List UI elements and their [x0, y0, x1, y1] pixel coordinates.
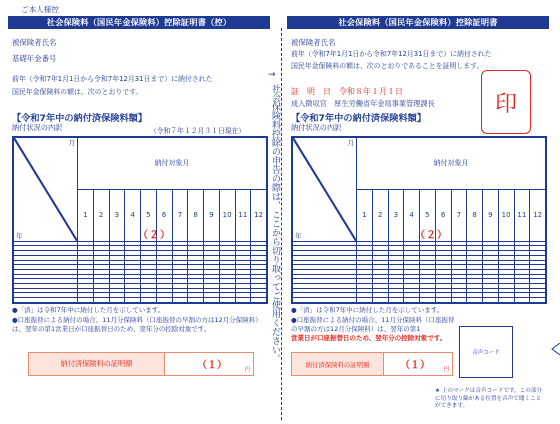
left-month-11: 11	[235, 189, 251, 241]
left-certified-amount-box	[28, 352, 254, 376]
table-cell	[78, 298, 94, 303]
right-month-2: 2	[372, 189, 388, 241]
right-footer-note: ★ 上のマークは音声コードです。この部分に切り取り線がある位置を音声で聞くことができます。	[435, 388, 543, 410]
table-cell	[188, 298, 204, 303]
right-cert-label: 納付済保険料の証明額	[292, 353, 384, 375]
left-month-3: 3	[109, 189, 125, 241]
table-cell	[357, 298, 373, 303]
table-cell	[172, 298, 188, 303]
cut-arrow-icon: →	[268, 70, 276, 80]
table-cell	[125, 298, 141, 303]
right-month-6: 6	[435, 189, 451, 241]
right-period-text-1: 前年（令和7年1月1日から令和7年12月31日まで）に納付された	[291, 50, 492, 58]
right-note-1: ●「済」は令和7年中に納付した月を示しています。	[291, 306, 444, 314]
right-month-3: 3	[388, 189, 404, 241]
right-month-7: 7	[451, 189, 467, 241]
left-payment-grid	[12, 136, 268, 304]
right-note-2b: 営業日が口座振替日のため、翌年分の控除対象です。	[291, 334, 447, 342]
addressee-label: ご本人様控	[21, 5, 59, 14]
right-certified-amount-box	[291, 352, 453, 376]
table-cell	[530, 298, 546, 303]
left-status-label: 納付状況の内訳	[12, 123, 63, 132]
left-month-12: 12	[251, 189, 267, 241]
right-insured-name-label: 被保険者氏名	[291, 38, 336, 47]
fold-notch-icon	[548, 343, 560, 355]
table-cell	[451, 298, 467, 303]
right-month-label: 月	[347, 139, 354, 147]
table-cell	[14, 298, 78, 303]
right-year-month-header	[293, 138, 357, 242]
table-cell	[251, 298, 267, 303]
table-cell	[483, 298, 499, 303]
left-note-1: ●「済」は令和7年中に納付した月を示しています。	[12, 306, 165, 314]
table-cell	[204, 298, 220, 303]
left-paid-months-header: 納付対象月	[78, 138, 267, 190]
left-cert-label: 納付済保険料の証明額	[29, 353, 165, 375]
table-cell	[156, 298, 172, 303]
right-year-label: 年	[295, 231, 302, 240]
cut-line	[281, 28, 282, 420]
right-status-label: 納付状況の内訳	[291, 123, 342, 132]
left-year-month-header	[14, 138, 78, 242]
official-seal: 印	[481, 70, 531, 134]
table-row	[293, 298, 546, 303]
left-month-label: 月	[68, 139, 75, 147]
right-month-8: 8	[467, 189, 483, 241]
left-section-title: 【令和7年中の納付済保険料額】	[12, 113, 148, 124]
table-cell	[235, 298, 251, 303]
left-month-2: 2	[93, 189, 109, 241]
left-month-7: 7	[172, 189, 188, 241]
left-period-text-2: 国民年金保険料の額は、次のとおりです。	[12, 88, 143, 96]
right-month-10: 10	[498, 189, 514, 241]
table-cell	[141, 298, 157, 303]
right-note-2a: ●口座振替による納付の場合、11月分保険料（口座振替の早割の方は12月分保険料）は、翌年の第1	[291, 316, 455, 333]
voice-code-box: 音声コード	[459, 326, 513, 378]
right-month-1: 1	[357, 189, 373, 241]
table-cell	[372, 298, 388, 303]
left-as-of-date: （令和７年１２月３１日現在）	[150, 127, 246, 135]
table-cell	[498, 298, 514, 303]
table-cell	[404, 298, 420, 303]
right-cert-value: （１）	[400, 360, 430, 371]
right-month-4: 4	[404, 189, 420, 241]
right-month-11: 11	[514, 189, 530, 241]
table-cell	[109, 298, 125, 303]
right-payment-table	[292, 137, 546, 303]
table-cell	[467, 298, 483, 303]
table-cell	[435, 298, 451, 303]
right-grid-marker: （２）	[415, 230, 448, 241]
right-month-12: 12	[530, 189, 546, 241]
left-insured-name-label: 被保険者氏名	[12, 38, 57, 47]
left-title: 社会保険料（国民年金保険料）控除証明書（控）	[8, 16, 270, 29]
right-section-title: 【令和7年中の納付済保険料額】	[291, 113, 427, 124]
right-yen-unit: 円	[443, 367, 449, 373]
left-panel-copy	[8, 0, 270, 424]
right-certification-date: 証 明 日 令和８年１月１日	[291, 87, 403, 96]
right-payment-grid	[291, 136, 547, 304]
left-month-9: 9	[204, 189, 220, 241]
right-grid-rows	[293, 241, 546, 302]
right-month-9: 9	[483, 189, 499, 241]
left-year-label: 年	[16, 231, 23, 240]
right-period-text-2: 国民年金保険料の額は、次のとおりであることを証明します。	[291, 62, 484, 70]
table-row	[14, 298, 267, 303]
table-cell	[514, 298, 530, 303]
left-yen-unit: 円	[244, 367, 250, 373]
cut-instruction-text: 社会保険料控除の申告の際は、ここから切り取ってご使用ください。	[270, 84, 280, 363]
right-paid-months-header: 納付対象月	[357, 138, 546, 190]
left-note-2: ●口座振替による納付の場合、11月分保険料（口座振替の早割の方は12月分保険料）は、翌年の第1営業日が口座振替日のため、翌年分の控除対象です。	[12, 316, 262, 333]
left-grid-rows	[14, 241, 267, 302]
left-pension-number-label: 基礎年金番号	[12, 54, 57, 63]
left-cert-value: （１）	[197, 360, 227, 371]
left-month-1: 1	[78, 189, 94, 241]
left-month-4: 4	[125, 189, 141, 241]
left-month-6: 6	[156, 189, 172, 241]
table-cell	[388, 298, 404, 303]
table-cell	[219, 298, 235, 303]
left-month-8: 8	[188, 189, 204, 241]
table-cell	[93, 298, 109, 303]
left-month-10: 10	[219, 189, 235, 241]
table-cell	[293, 298, 357, 303]
left-payment-table	[13, 137, 267, 303]
right-title: 社会保険料（国民年金保険料）控除証明書	[287, 16, 549, 29]
right-month-5: 5	[420, 189, 436, 241]
left-grid-marker: （２）	[138, 230, 171, 241]
left-period-text-1: 前年（令和7年1月1日から令和7年12月31日まで）に納付された	[12, 75, 213, 83]
right-issuer: 成入徴収官 厚生労働省年金局事業管理課長	[291, 99, 435, 108]
left-month-5: 5	[141, 189, 157, 241]
table-cell	[420, 298, 436, 303]
